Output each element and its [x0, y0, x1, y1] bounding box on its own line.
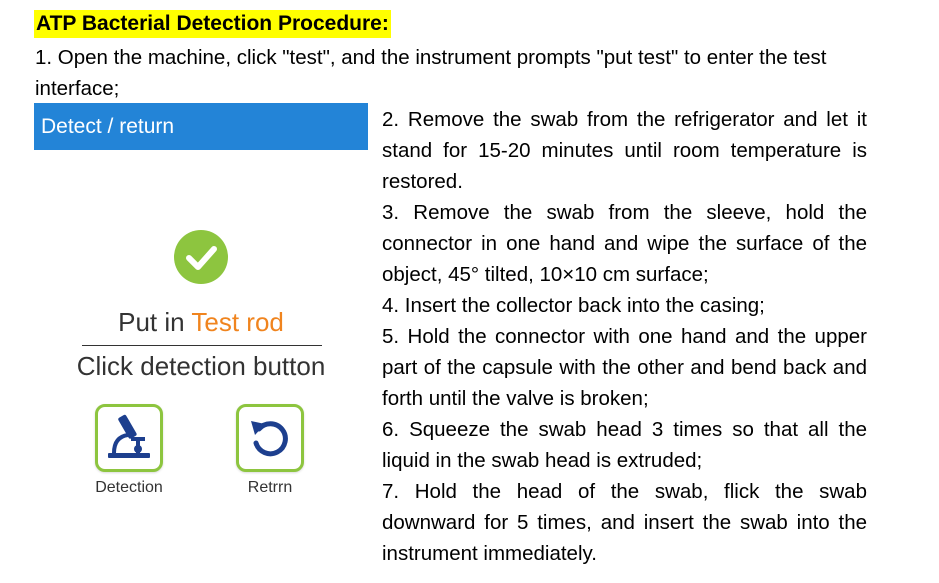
return-label: Retrrn	[247, 479, 293, 496]
detection-label: Detection	[95, 479, 163, 496]
check-icon	[174, 230, 228, 284]
return-button[interactable]	[236, 404, 304, 472]
step-5-text: 5. Hold the connector with one hand and the upper part of the capsule with the other and bend back and forth until the valve is broken;	[382, 325, 867, 410]
step-2-text: 2. Remove the swab from the refrigerator and let it stand for 15-20 minutes until room temperature is restored.	[382, 108, 867, 193]
click-detection-text: Click detection button	[76, 351, 326, 381]
step-1-text: 1. Open the machine, click "test", and the instrument prompts "put test" to enter the test interface;	[35, 46, 827, 100]
screen-header: Detect / return	[34, 103, 368, 150]
steps-list	[382, 104, 867, 569]
detection-button[interactable]	[95, 404, 163, 472]
device-screen-illustration	[34, 103, 368, 503]
page-title: ATP Bacterial Detection Procedure:	[34, 10, 391, 38]
step-7-text: 7. Hold the head of the swab, flick the swab downward for 5 times, and insert the swab into the instrument immediately.	[382, 480, 867, 565]
put-in-prefix: Put in	[118, 307, 192, 337]
divider	[82, 345, 322, 346]
step-6-text: 6. Squeeze the swab head 3 times so that all the liquid in the swab head is extruded;	[382, 418, 867, 472]
step-4-text: 4. Insert the collector back into the casing;	[382, 294, 765, 317]
test-rod-text: Test rod	[191, 307, 284, 337]
put-in-text	[69, 305, 333, 339]
step-3-text: 3. Remove the swab from the sleeve, hold the connector in one hand and wipe the surface of the object, 45° tilted, 10×10 cm surface;	[382, 201, 867, 286]
